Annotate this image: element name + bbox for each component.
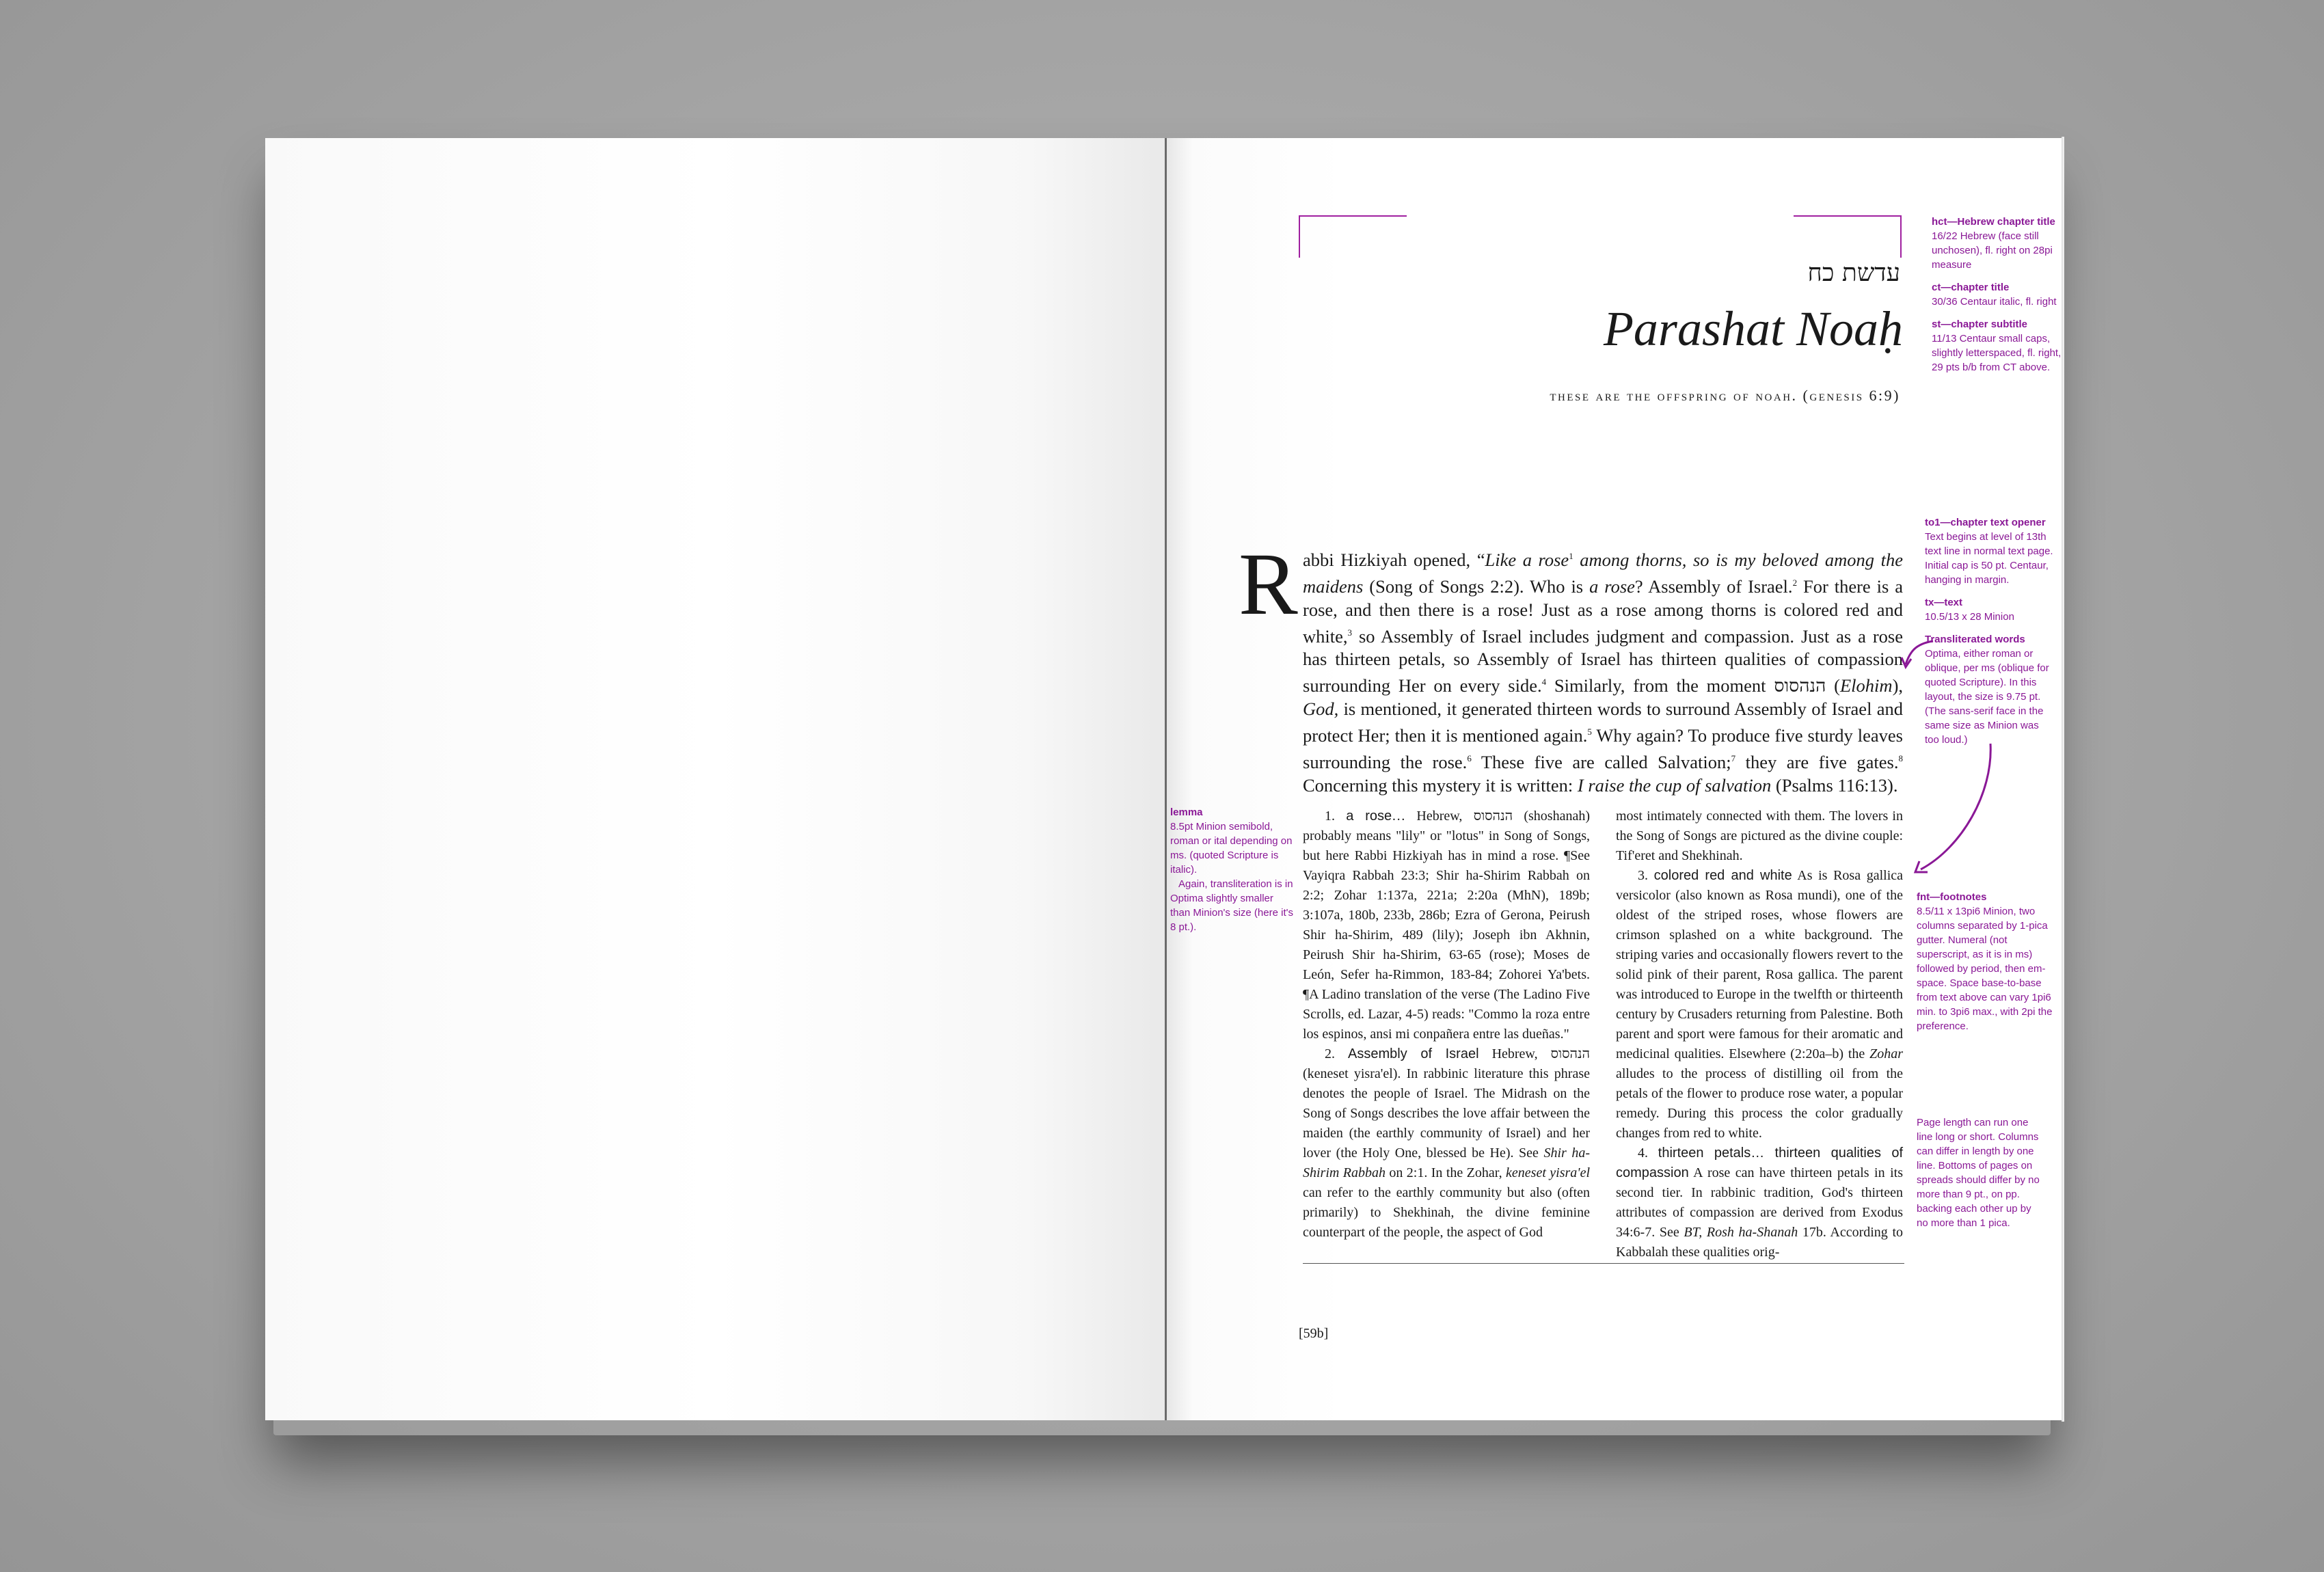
folio: [59b] [1299,1326,1329,1341]
spec-body: 30/36 Centaur italic, fl. right [1932,296,2057,308]
spec-body: 10.5/13 x 28 Minion [1925,611,2014,623]
spec-head: Transliterated words [1925,634,2025,645]
spec-body-2: Again, transliteration is in Optima slightly smaller than Minion's size (here it's 8 pt.). [1170,878,1293,933]
spec-notes-lemma [1170,805,1296,934]
hebrew-chapter-title: עדשת כח [1807,259,1900,287]
spec-notes-footnotes [1917,890,2053,1042]
spec-body: 11/13 Centaur small caps, slightly letterspaced, fl. right, 29 pts b/b from CT above. [1932,333,2062,373]
crop-mark-right [1794,215,1902,258]
crop-mark-left [1299,215,1407,258]
spec-notes-title [1932,215,2062,383]
annotation-arrow-icon [1900,629,2003,889]
spine [1165,138,1167,1420]
spec-body: 16/22 Hebrew (face still unchosen), fl. right on 28pi measure [1932,230,2053,271]
spec-notes-page-length: Page length can run one line long or short. Columns can differ in length by one line. Bottoms of pages on spreads should differ by no more than 9 pt., on pp. backing each other up by no more than 1 pica. [1917,1117,2040,1229]
spec-head: hct—Hebrew chapter title [1932,216,2055,228]
spec-body: 8.5pt Minion semibold, roman or ital depending on ms. (quoted Scripture is italic). [1170,821,1293,876]
spec-head: fnt—footnotes [1917,891,1987,903]
left-page [265,138,1166,1420]
footnote-rule [1303,1263,1904,1264]
footnotes-column-2: most intimately connected with them. The lovers in the Song of Songs are pictured as the divine couple: Tif'eret and Shekhinah. 3. colored red and white As is Rosa gallica versicolor (also known as Rosa mundi), one of the oldest of the striped roses, whose flowers are crimson splashed on a white background. The striping varies and occasionally flowers revert to the solid pink of their parent, Rosa gallica. The parent was introduced to Europe in the twelfth or thirteenth century by Crusaders returning from Palestine. Both parent and sport were famous for their aromatic and medicinal qualities. Elsewhere (2:20a–b) the Zohar alludes to the process of distilling oil from the petals of the flower to produce rose water, a popular remedy. During this process the color gradually changes from red to white. 4. thirteen petals… thirteen qualities of compassion A rose can have thirteen petals in its second tier. In rabbinic tradition, God's thirteen attributes of compassion are derived from Exodus 34:6-7. See BT, Rosh ha-Shanah 17b. According to Kabbalah these qualities orig- [1616,809,1904,1260]
spec-head: ct—chapter title [1932,282,2010,293]
spec-fnt [1917,890,2053,1033]
spec-st [1932,317,2062,375]
spec-head: lemma [1170,807,1203,818]
chapter-subtitle: these are the offspring of noah. (genesis 6:9) [1550,387,1900,404]
spec-head: st—chapter subtitle [1932,319,2028,330]
spec-hct [1932,215,2062,272]
drop-cap: R [1239,535,1298,634]
spec-ct [1932,280,2062,309]
chapter-title: Parashat Noaḥ [1603,301,1903,356]
spec-to1 [1925,515,2055,587]
spec-body: Text begins at level of 13th text line in normal text page. Initial cap is 50 pt. Centaur, hanging in margin. [1925,531,2053,586]
chapter-text-opener: abbi Hizkiyah opened, “Like a rose$^1$ among thorns, so is my beloved among the maidens (Song of Songs 2:2). Who is a rose? Assembly of Israel.$^2$ For there is a rose, and then there is a rose! Just as a rose among thorns is colored red and white,$^3$ so Assembly of Israel includes judgment and compassion. Just as a rose has thirteen petals, so Assembly of Israel has thirteen qualities of compassion surrounding Her on every side.$^4$ Similarly, from the moment הנהסוס (Elohim), God, is mentioned, it generated thirteen words to surround Assembly of Israel and protect Her; then it is mentioned again.$^5$ Why again? To produce five sturdy leaves surrounding the rose.$^6$ These five are called Salvation;$^7$ they are five gates.$^8$ Concerning this mystery it is written: I raise the cup of salvation (Psalms 116:13). [1303,549,1904,796]
spec-tx [1925,595,2055,624]
spec-body: Optima, either roman or oblique, per ms (oblique for quoted Scripture). In this layout, the size is 9.75 pt. (The sans-serif face in the same size as Minion was too loud.) [1925,648,2049,746]
spec-head: tx—text [1925,597,1963,608]
spec-body: 8.5/11 x 13pi6 Minion, two columns separated by 1-pica gutter. Numeral (not superscript, as it is in ms) followed by period, then em-space. Space base-to-base from text above can vary 1pi6 min. to 3pi6 max., with 2pi the preference. [1917,906,2053,1032]
footnotes-column-1: 1. a rose… Hebrew, הנהסוס (shoshanah) probably means "lily" or "lotus" in Song of Songs, but here Rabbi Hizkiyah has in mind a rose. ¶See Vayiqra Rabbah 23:3; Shir ha-Shirim Rabbah on 2:2; Zohar 1:137a, 221a; 2:20a (MhN), 189b; 3:107a, 180b, 233b, 286b; Ezra of Gerona, Peirush Shir ha-Shirim, 489 (lily); Joseph ibn Akhnin, Peirush Shir ha-Shirim, 63-65 (rose); Moses de León, Sefer ha-Rimmon, 183-84; Zohorei Ya'bets. ¶A Ladino translation of the verse (The Ladino Five Scrolls, ed. Lazar, 4-5) reads: "Commo la roza entre los espinos, ansi mi conpañera entre las dueñas." 2. Assembly of Israel Hebrew, הנהסוס (keneset yisra'el). In rabbinic literature this phrase denotes the people of Israel. The Midrash on the Song of Songs describes the love affair between the maiden (the earthly community of Israel) and her lover (the Holy One, blessed be He). See Shir ha-Shirim Rabbah on 2:1. In the Zohar, keneset yisra'el can refer to the earthly community but also (often primarily) to Shekhinah, the divine feminine counterpart of the people, the aspect of God [1303,809,1591,1240]
page-edge [2062,137,2064,1422]
spec-head: to1—chapter text opener [1925,517,2046,528]
